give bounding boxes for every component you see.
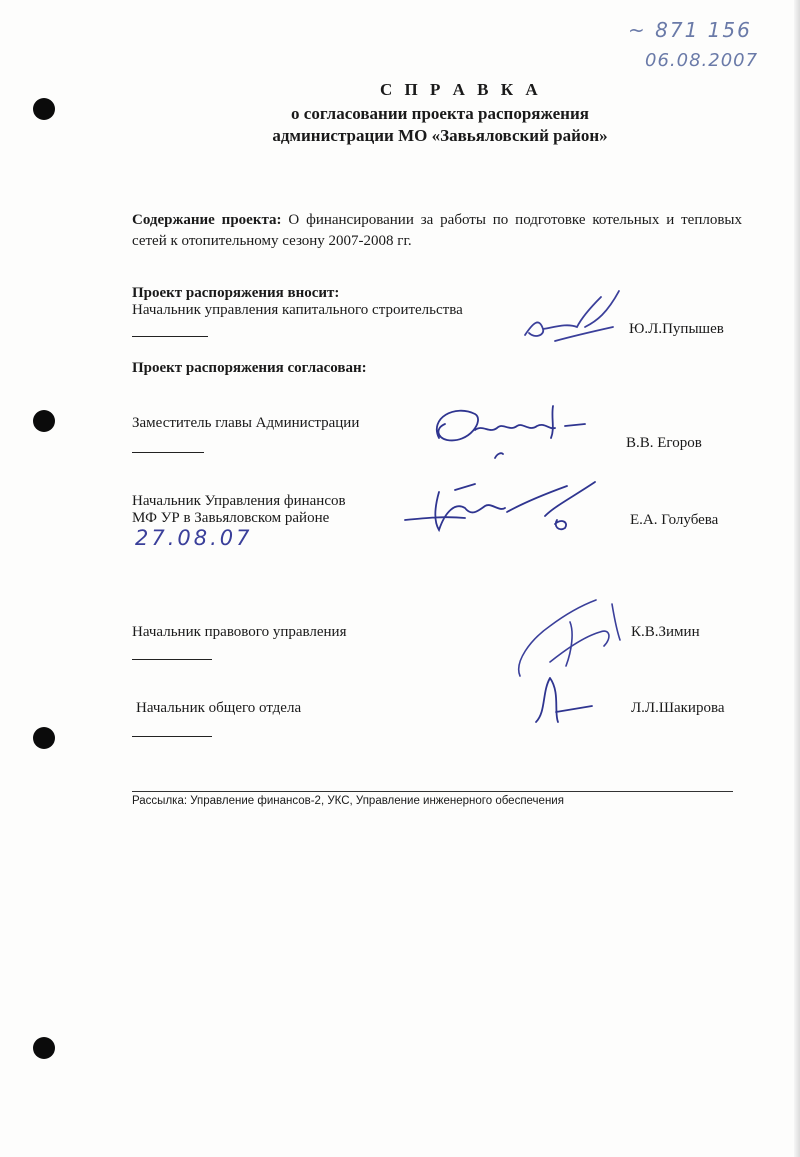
signature-egorov [425, 398, 595, 468]
signer-4-position: Начальник общего отдела [136, 700, 302, 716]
signature-shakirova [520, 672, 600, 732]
signature-pupyshev [515, 283, 630, 355]
signer-4-name: Л.Л.Шакирова [631, 700, 725, 716]
distribution-divider [132, 791, 733, 792]
punch-hole-2 [33, 410, 55, 432]
signer-2-date: 27.08.07 [135, 526, 253, 550]
submitted-name: Ю.Л.Пупышев [629, 321, 724, 337]
signature-line [132, 736, 212, 737]
signer-3-position: Начальник правового управления [132, 624, 347, 640]
signer-2-position: Начальник Управления финансов [132, 493, 346, 509]
signature-line [132, 336, 208, 337]
signer-2-position-line2: МФ УР в Завьяловском районе [132, 510, 330, 526]
project-content [132, 210, 742, 252]
agreed-heading: Проект распоряжения согласован: [132, 360, 367, 376]
registration-date: 06.08.2007 [645, 50, 759, 71]
registration-number: ~ 871 156 [628, 18, 752, 42]
document-subtitle-line2: администрации МО «Завьяловский район» [272, 126, 608, 145]
page-edge-shadow [794, 0, 800, 1157]
submitted-heading: Проект распоряжения вносит: [132, 285, 340, 301]
signer-3-name: К.В.Зимин [631, 624, 700, 640]
project-content-label: Содержание проекта: [132, 212, 282, 228]
signer-1-position: Заместитель главы Администрации [132, 415, 360, 431]
submitted-position: Начальник управления капитального строительства [132, 302, 463, 318]
punch-hole-4 [33, 1037, 55, 1059]
project-content-text: О финансировании за работы по подготовке котельных и тепловых сетей к отопительному сезону 2007-2008 гг. [132, 212, 742, 249]
signature-line [132, 659, 212, 660]
signature-golubeva [395, 472, 610, 542]
signer-1-name: В.В. Егоров [626, 435, 702, 451]
distribution-list: Рассылка: Управление финансов-2, УКС, Управление инженерного обеспечения [132, 795, 564, 807]
document-subtitle-line1: о согласовании проекта распоряжения [291, 104, 589, 123]
punch-hole-3 [33, 727, 55, 749]
signature-line [132, 452, 204, 453]
signer-2-name: Е.А. Голубева [630, 512, 719, 528]
document-title: С П Р А В К А [380, 80, 542, 99]
